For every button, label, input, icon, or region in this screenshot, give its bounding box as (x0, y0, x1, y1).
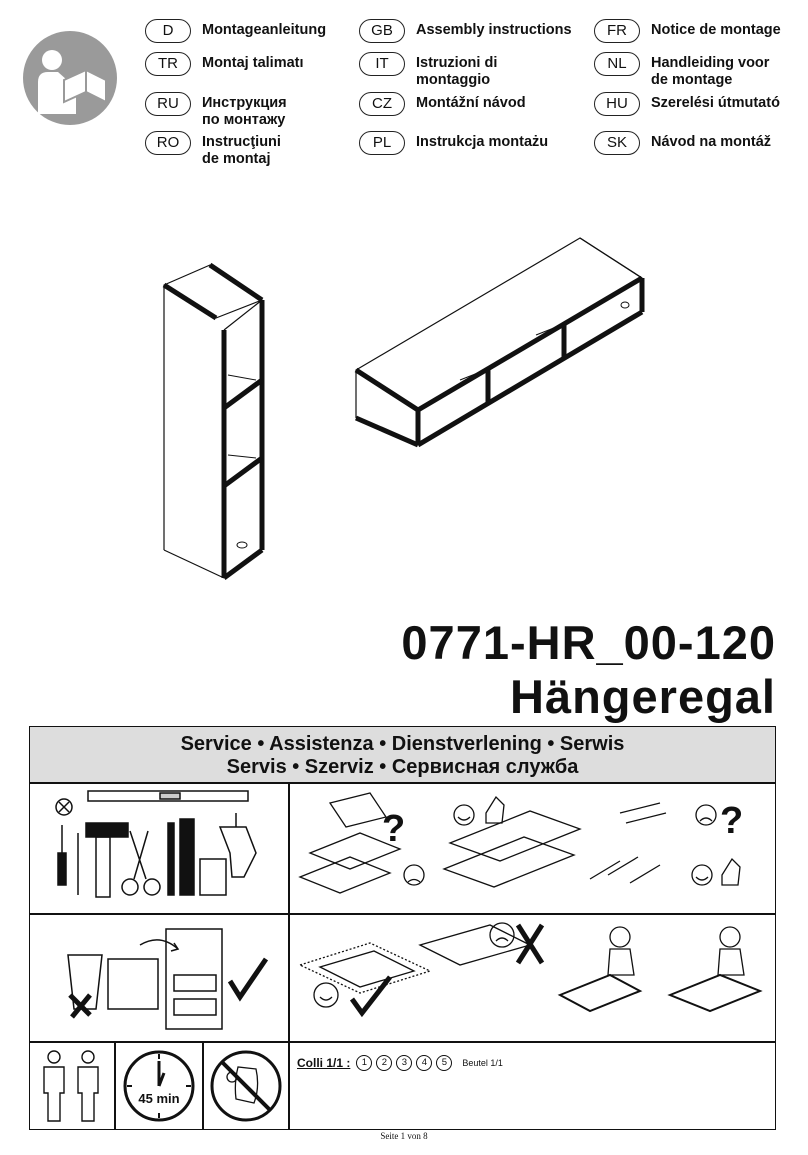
tools-icon (30, 783, 288, 913)
language-cz: CZ Montážní návod (359, 95, 526, 116)
language-sk: SK Návod na montáž (594, 134, 771, 155)
colli-number-2: 2 (376, 1055, 392, 1071)
product-name: Hängeregal (510, 670, 776, 723)
language-nl: NL Handleiding voor de montage (594, 55, 769, 89)
product-illustration (150, 230, 660, 590)
service-line-2: Servis • Szerviz • Сервисная служба (226, 756, 579, 778)
assembly-time: 45 min (138, 1091, 180, 1106)
language-ro: RO Instrucţiuni de montaj (145, 134, 281, 168)
parts-check-icon (290, 783, 775, 913)
protect-surface-icon (290, 915, 775, 1041)
language-tr: TR Montaj talimatı (145, 55, 304, 76)
bag-label: Beutel 1/1 (462, 1058, 503, 1068)
colli-number-1: 1 (356, 1055, 372, 1071)
language-d: D Montageanleitung (145, 22, 326, 43)
service-line-1: Service • Assistenza • Dienstverlening • Serwis (180, 733, 625, 755)
two-persons-icon (30, 1043, 114, 1129)
language-hu: HU Szerelési útmutató (594, 95, 780, 116)
persons-cell (29, 1042, 115, 1130)
no-children-icon (204, 1043, 288, 1129)
language-fr: FR Notice de montage (594, 22, 781, 43)
parts-check-cell (289, 782, 776, 914)
colli-label: Colli 1/1 : (297, 1056, 351, 1070)
language-gb: GB Assembly instructions (359, 22, 572, 43)
product-number: 0771-HR_00-120 (401, 616, 776, 669)
svg-text:?: ? (720, 800, 744, 842)
clock-icon (116, 1043, 202, 1129)
language-ru: RU Инструкция по монтажу (145, 95, 287, 129)
colli-info (297, 1055, 503, 1071)
time-cell (115, 1042, 203, 1130)
language-pl: PL Instrukcja montażu (359, 134, 548, 155)
keep-instructions-icon (30, 915, 288, 1041)
warning-cell (203, 1042, 289, 1130)
language-it: IT Istruzioni di montaggio (359, 55, 497, 89)
colli-number-3: 3 (396, 1055, 412, 1071)
colli-number-5: 5 (436, 1055, 452, 1071)
service-header (30, 727, 775, 784)
packaging-cell (29, 914, 289, 1042)
page-number: Seite 1 von 8 (380, 1131, 428, 1141)
svg-text:?: ? (382, 808, 406, 850)
colli-number-4: 4 (416, 1055, 432, 1071)
assembly-surface-cell (289, 914, 776, 1042)
manual-reading-icon (22, 30, 118, 126)
tools-cell (29, 782, 289, 914)
